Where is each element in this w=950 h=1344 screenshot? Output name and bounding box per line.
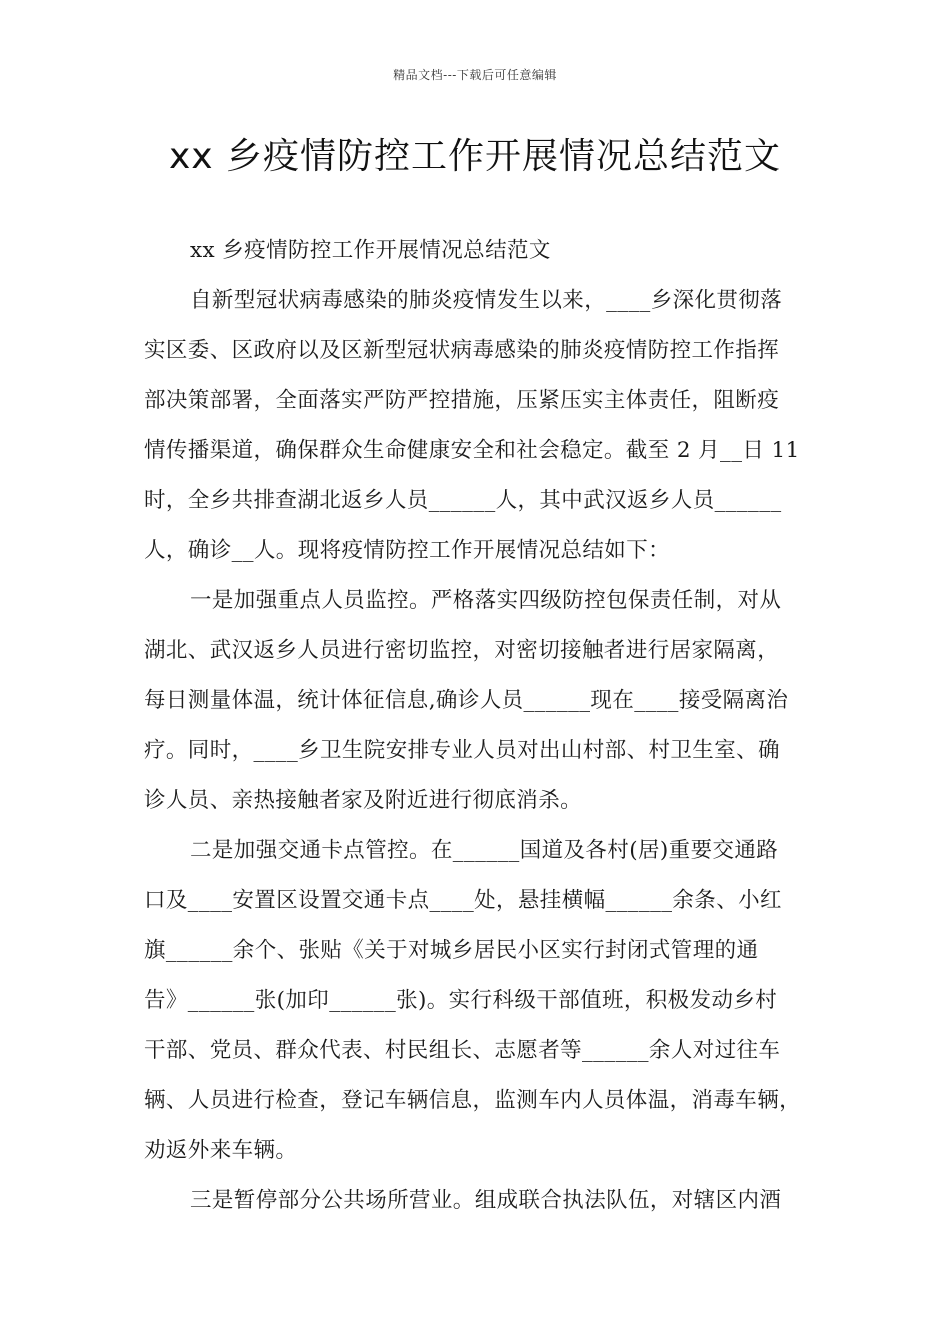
paragraph-line: 三是暂停部分公共场所营业。组成联合执法队伍，对辖区内酒	[190, 1188, 782, 1213]
paragraph-line: 辆、人员进行检查，登记车辆信息，监测车内人员体温，消毒车辆，	[144, 1088, 802, 1113]
subtitle-line: xx 乡疫情防控工作开展情况总结范文	[190, 238, 551, 263]
paragraph-line: 旗______余个、张贴《关于对城乡居民小区实行封闭式管理的通	[144, 938, 759, 963]
paragraph-traffic-control	[144, 826, 812, 1176]
paragraph-line: 口及____安置区设置交通卡点____处，悬挂横幅______余条、小红	[144, 888, 782, 913]
document-title: xx 乡疫情防控工作开展情况总结范文	[168, 136, 782, 177]
paragraph-line: 告》______张(加印______张)。实行科级干部值班，积极发动乡村	[144, 988, 778, 1013]
paragraph-line: 情传播渠道，确保群众生命健康安全和社会稳定。截至 2 月__日 11	[144, 438, 800, 463]
paragraph-line: 诊人员、亲热接触者家及附近进行彻底消杀。	[144, 788, 583, 813]
paragraph-line: 部决策部署，全面落实严防严控措施，压紧压实主体责任，阻断疫	[144, 388, 780, 413]
paragraph-line: 劝返外来车辆。	[144, 1138, 298, 1163]
paragraph-line: 人，确诊__人。现将疫情防控工作开展情况总结如下：	[144, 538, 671, 563]
paragraph-public-venues	[144, 1176, 812, 1226]
paragraph-line: 二是加强交通卡点管控。在______国道及各村(居)重要交通路	[190, 838, 779, 863]
paragraph-intro	[144, 276, 812, 576]
header-note: 精品文档---下载后可任意编辑	[393, 68, 557, 82]
document-body	[144, 226, 812, 1226]
paragraph-line: 自新型冠状病毒感染的肺炎疫情发生以来，____乡深化贯彻落	[190, 288, 783, 313]
paragraph-line: 一是加强重点人员监控。严格落实四级防控包保责任制，对从	[190, 588, 782, 613]
paragraph-line: 湖北、武汉返乡人员进行密切监控，对密切接触者进行居家隔离，	[144, 638, 780, 663]
paragraph-line: 疗。同时，____乡卫生院安排专业人员对出山村部、村卫生室、确	[144, 738, 780, 763]
paragraph-line: 实区委、区政府以及区新型冠状病毒感染的肺炎疫情防控工作指挥	[144, 338, 780, 363]
paragraph-line: 每日测量体温，统计体征信息,确诊人员______现在____接受隔离治	[144, 688, 789, 713]
paragraph-line: 干部、党员、群众代表、村民组长、志愿者等______余人对过往车	[144, 1038, 781, 1063]
paragraph-key-personnel	[144, 576, 812, 826]
paragraph-line: 时，全乡共排查湖北返乡人员______人，其中武汉返乡人员______	[144, 488, 782, 513]
